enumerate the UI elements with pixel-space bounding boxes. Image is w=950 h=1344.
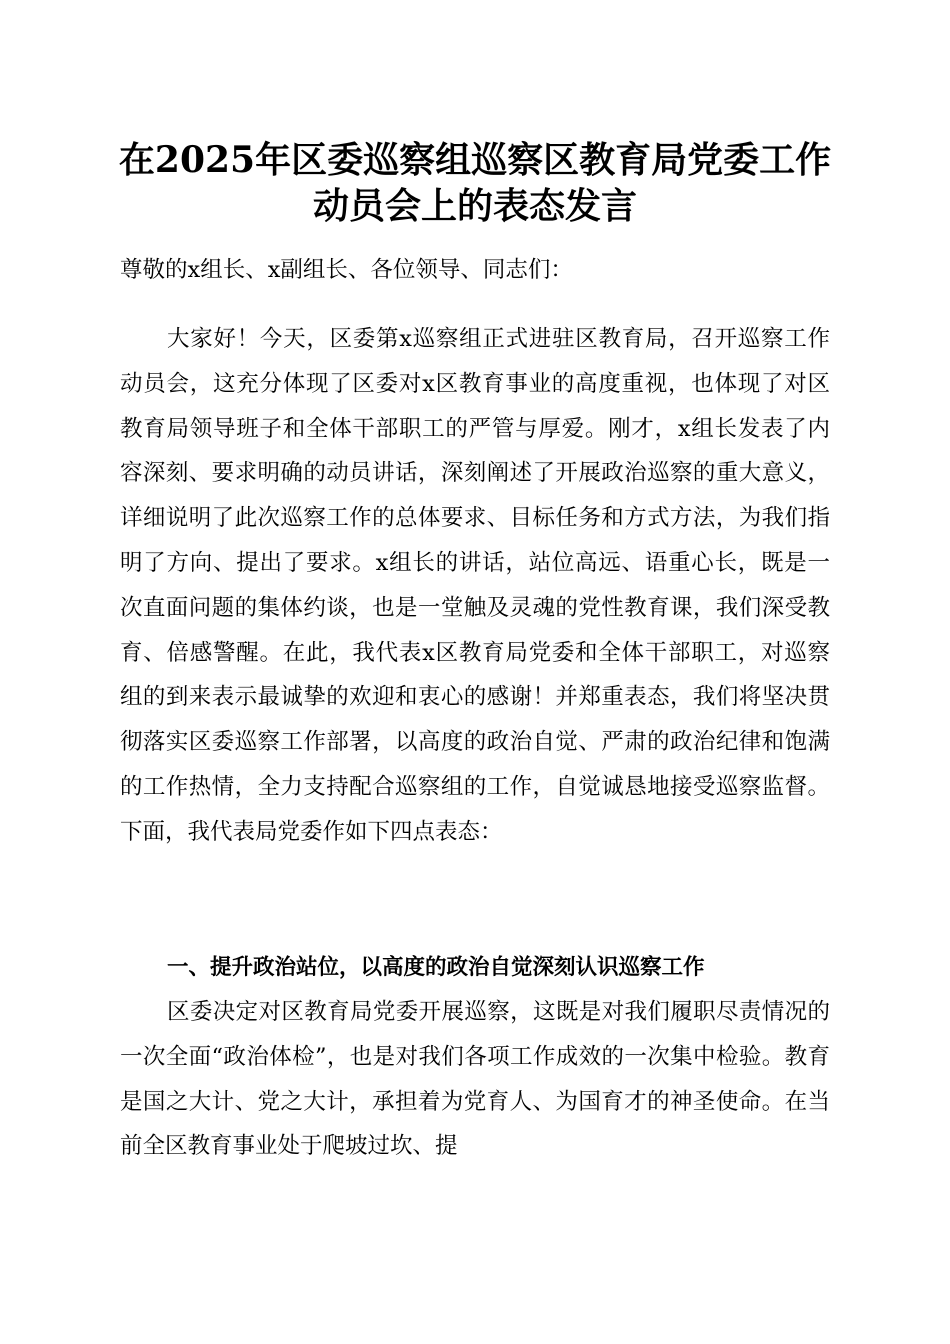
paragraph-opening: 大家好！今天，区委第x巡察组正式进驻区教育局，召开巡察工作动员会，这充分体现了区委对x区教育事业的高度重视，也体现了对区教育局领导班子和全体干部职工的严管与厚爱。刚才，x组长发表了内容深刻、要求明确的动员讲话，深刻阐述了开展政治巡察的重大意义，详细说明了此次巡察工作的总体要求、目标任务和方式方法，为我们指明了方向、提出了要求。x组长的讲话，站位高远、语重心长，既是一次直面问题的集体约谈，也是一堂触及灵魂的党性教育课，我们深受教育、倍感警醒。在此，我代表x区教育局党委和全体干部职工，对巡察组的到来表示最诚挚的欢迎和衷心的感谢！并郑重表态，我们将坚决贯彻落实区委巡察工作部署，以高度的政治自觉、严肃的政治纪律和饱满的工作热情，全力支持配合巡察组的工作，自觉诚恳地接受巡察监督。下面，我代表局党委作如下四点表态： <box>120 326 830 845</box>
document-title-line-1: 在2025年区委巡察组巡察区教育局党委工作 <box>118 139 832 181</box>
salutation: 尊敬的x组长、x副组长、各位领导、同志们： <box>120 257 573 283</box>
section-heading-1: 一、提升政治站位，以高度的政治自觉深刻认识巡察工作 <box>167 955 705 980</box>
document-title-line-2: 动员会上的表态发言 <box>312 185 637 227</box>
paragraph-section-1: 区委决定对区教育局党委开展巡察，这既是对我们履职尽责情况的一次全面“政治体检”，也是对我们各项工作成效的一次集中检验。教育是国之大计、党之大计，承担着为党育人、为国育才的神圣使命。在当前全区教育事业处于爬坡过坎、提 <box>120 999 830 1160</box>
